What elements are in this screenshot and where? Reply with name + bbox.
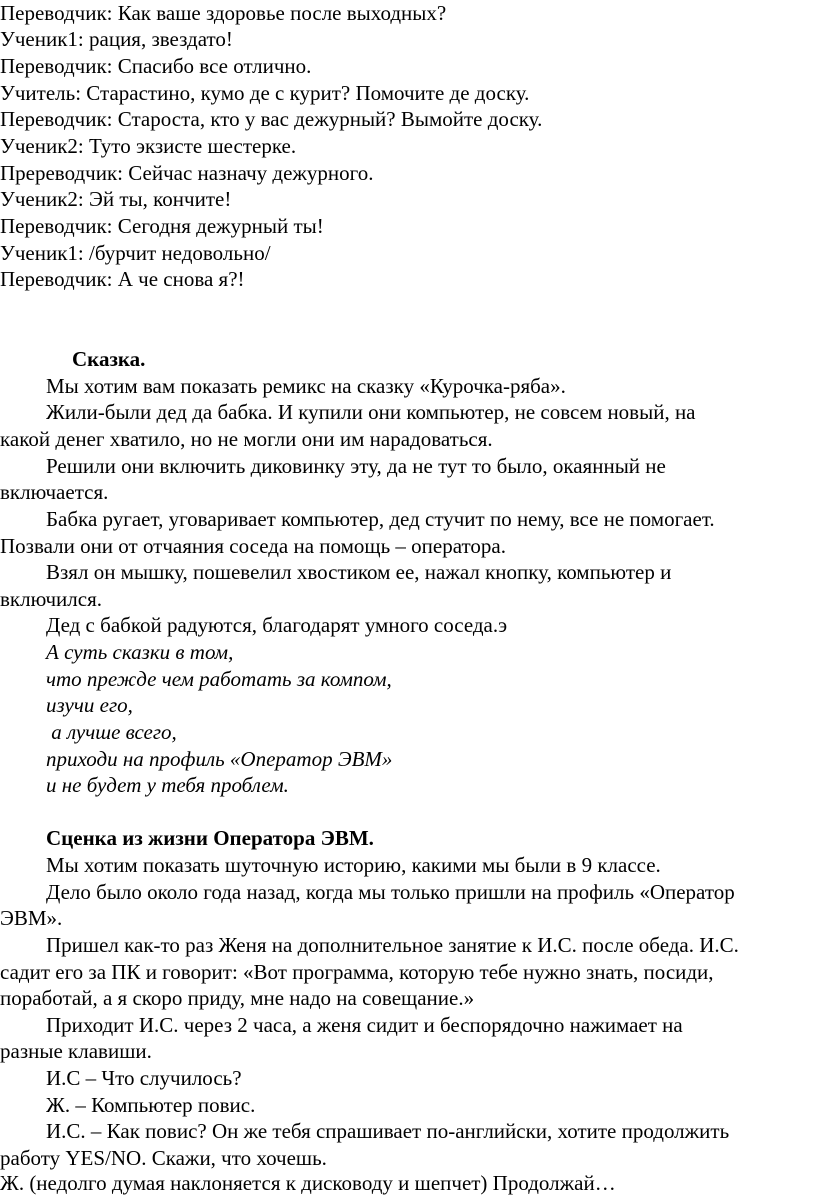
paragraph-line: Ж. (недолго думая наклоняется к дисководу и шепчет) Продолжай… (0, 1171, 616, 1195)
paragraph-line: Дед с бабкой радуются, благодарят умного соседа.э (46, 613, 508, 637)
dialogue-line: Переводчик: Спасибо все отлично. (0, 54, 312, 78)
dialogue-line: Переводчик: Староста, кто у вас дежурный? Вымойте доску. (0, 107, 543, 131)
paragraph-line: Позвали они от отчаяния соседа на помощь – оператора. (0, 534, 506, 558)
paragraph-line: Бабка ругает, уговаривает компьютер, дед стучит по нему, все не помогает. (46, 507, 715, 531)
paragraph-line: разные клавиши. (0, 1039, 152, 1063)
paragraph-line: Дело было около года назад, когда мы только пришли на профиль «Оператор (46, 880, 735, 904)
moral-line: а лучше всего, (46, 720, 177, 744)
paragraph-line: Взял он мышку, пошевелил хвостиком ее, нажал кнопку, компьютер и (46, 560, 672, 584)
section-heading-tale: Сказка. (72, 347, 146, 371)
moral-line: изучи его, (46, 693, 133, 717)
dialogue-line: Переводчик: Как ваше здоровье после выходных? (0, 1, 447, 25)
paragraph-line: Пришел как-то раз Женя на дополнительное занятие к И.С. после обеда. И.С. (46, 933, 739, 957)
dialogue-line: Учитель: Старастино, кумо де с курит? Помочите де доску. (0, 81, 530, 105)
paragraph-line: включился. (0, 587, 102, 611)
moral-line: приходи на профиль «Оператор ЭВМ» (46, 747, 393, 771)
dialogue-line: Переводчик: Сегодня дежурный ты! (0, 214, 324, 238)
section-heading-scene: Сценка из жизни Оператора ЭВМ. (46, 826, 374, 850)
paragraph-line: И.С – Что случилось? (46, 1066, 242, 1090)
dialogue-line: Переводчик: А че снова я?! (0, 267, 245, 291)
moral-line: и не будет у тебя проблем. (46, 773, 289, 797)
dialogue-line: Ученик1: рация, звездато! (0, 27, 233, 51)
paragraph-line: поработай, а я скоро приду, мне надо на совещание.» (0, 986, 475, 1010)
paragraph-line: Решили они включить диковинку эту, да не тут то было, окаянный не (46, 454, 666, 478)
paragraph-line: включается. (0, 480, 109, 504)
paragraph-line: работу YES/NO. Скажи, что хочешь. (0, 1146, 327, 1170)
moral-line: что прежде чем работать за компом, (46, 667, 392, 691)
paragraph-line: Мы хотим вам показать ремикс на сказку «Курочка-ряба». (46, 374, 566, 398)
dialogue-line: Ученик1: /бурчит недовольно/ (0, 241, 271, 265)
paragraph-line: садит его за ПК и говорит: «Вот программа, которую тебе нужно знать, посиди, (0, 960, 714, 984)
dialogue-line: Ученик2: Эй ты, кончите! (0, 187, 232, 211)
paragraph-line: Приходит И.С. через 2 часа, а женя сидит и беспорядочно нажимает на (46, 1013, 683, 1037)
dialogue-line: Ученик2: Туто экзисте шестерке. (0, 134, 297, 158)
paragraph-line: ЭВМ». (0, 906, 63, 930)
paragraph-line: Ж. – Компьютер повис. (46, 1093, 256, 1117)
paragraph-line: какой денег хватило, но не могли они им нарадоваться. (0, 427, 493, 451)
dialogue-line: Пререводчик: Сейчас назначу дежурного. (0, 161, 374, 185)
paragraph-line: Мы хотим показать шуточную историю, какими мы были в 9 классе. (46, 853, 661, 877)
moral-line: А суть сказки в том, (46, 640, 234, 664)
paragraph-line: Жили-были дед да бабка. И купили они компьютер, не совсем новый, на (46, 400, 696, 424)
paragraph-line: И.С. – Как повис? Он же тебя спрашивает по-английски, хотите продолжить (46, 1119, 730, 1143)
